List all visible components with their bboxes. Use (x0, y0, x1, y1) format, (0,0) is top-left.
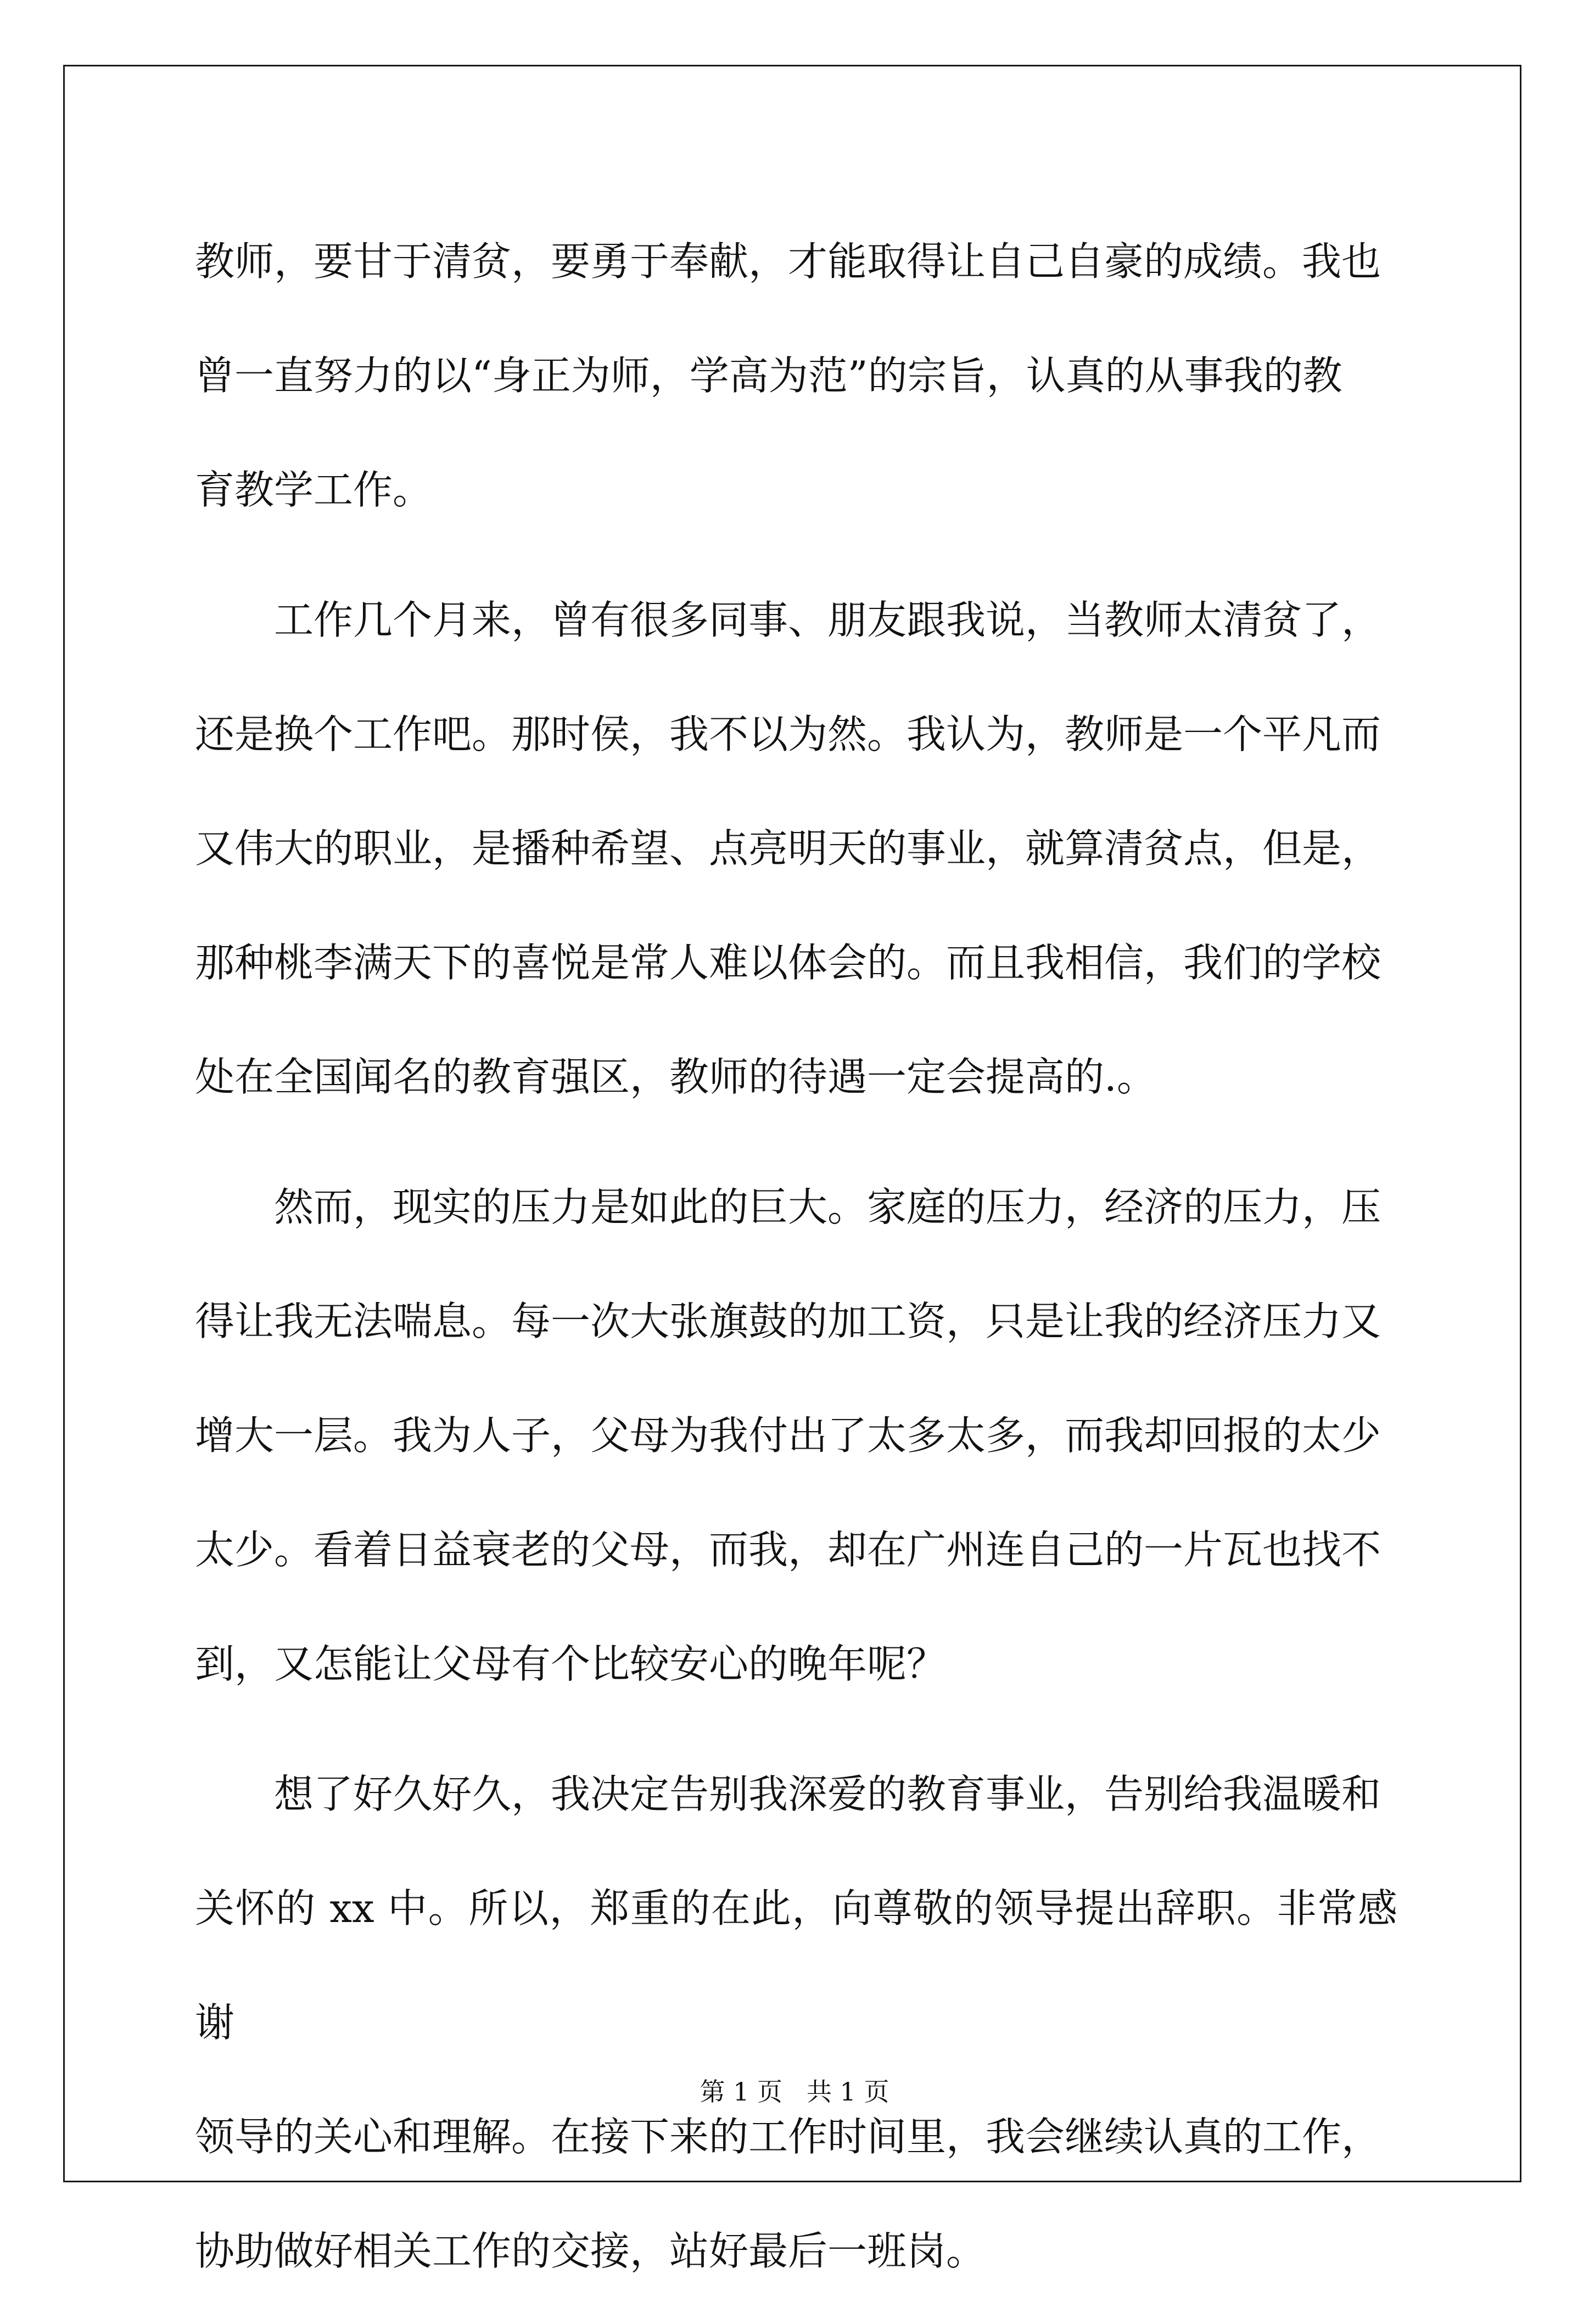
page-footer (0, 2076, 1589, 2107)
paragraph (195, 204, 1397, 547)
text-line: 又伟大的职业，是播种希望、点亮明天的事业，就算清贫点，但是， (195, 825, 1381, 872)
text-line: 曾一直努力的以“身正为师，学高为范”的宗旨，认真的从事我的教 (195, 353, 1342, 399)
text-line: 增大一层。我为人子，父母为我付出了太多太多，而我却回报的太少 (195, 1412, 1381, 1459)
text-line: 关怀的 xx 中。所以，郑重的在此，向尊敬的领导提出辞职。非常感谢 (195, 1885, 1397, 2046)
text-line: 工作几个月来，曾有很多同事、朋友跟我说，当教师太清贫了， (274, 597, 1381, 643)
text-line: 处在全国闻名的教育强区，教师的待遇一定会提高的.。 (195, 1054, 1156, 1100)
text-line: 太少。看着日益衰老的父母，而我，却在广州连自己的一片瓦也找不 (195, 1527, 1381, 1573)
text-line: 想了好久好久，我决定告别我深爱的教育事业，告别给我温暖和 (274, 1771, 1381, 1817)
paragraph (195, 1737, 1397, 2308)
text-line: 那种桃李满天下的喜悦是常人难以体会的。而且我相信，我们的学校 (195, 940, 1381, 986)
text-line: 然而，现实的压力是如此的巨大。家庭的压力，经济的压力，压 (274, 1184, 1381, 1230)
text-line: 领导的关心和理解。在接下来的工作时间里，我会继续认真的工作， (195, 2114, 1381, 2160)
paragraph (195, 563, 1397, 1134)
document-body (195, 204, 1397, 2324)
text-line: 协助做好相关工作的交接，站好最后一班岗。 (195, 2228, 986, 2274)
paragraph (195, 1150, 1397, 1721)
text-line: 教师，要甘于清贫，要勇于奉献，才能取得让自己自豪的成绩。我也 (195, 238, 1381, 284)
page-total: 共 1 页 (806, 2077, 889, 2107)
text-line: 还是换个工作吧。那时侯，我不以为然。我认为，教师是一个平凡而 (195, 711, 1381, 757)
text-line: 育教学工作。 (195, 467, 433, 513)
text-line: 得让我无法喘息。每一次大张旗鼓的加工资，只是让我的经济压力又 (195, 1298, 1381, 1344)
text-line: 到，又怎能让父母有个比较安心的晚年呢？ (195, 1641, 947, 1687)
page-number: 第 1 页 (700, 2077, 783, 2107)
